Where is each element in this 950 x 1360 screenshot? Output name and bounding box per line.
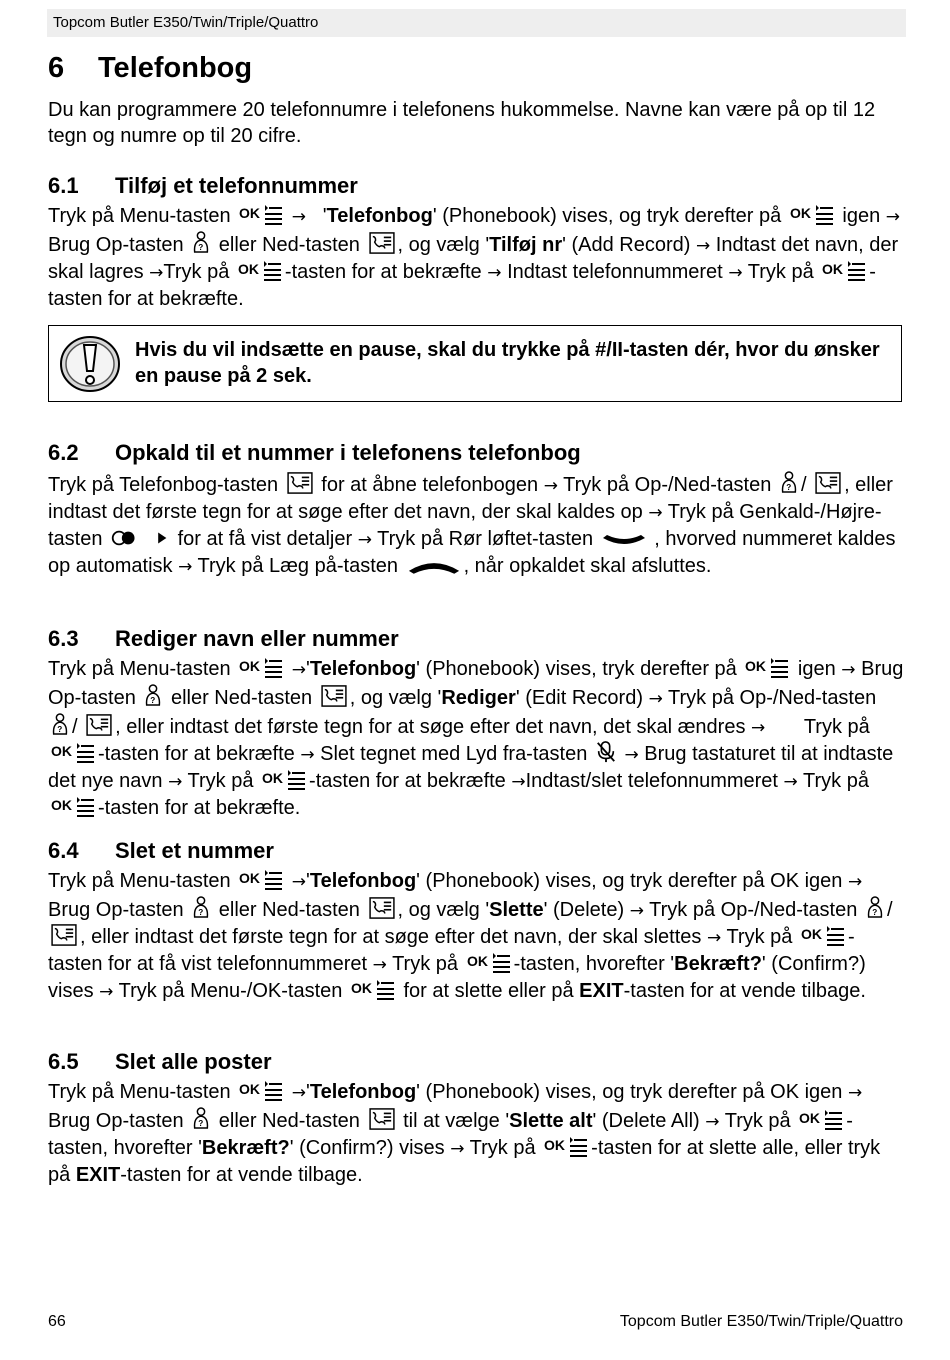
text: ' (Delete): [543, 899, 625, 921]
arrow-icon: →: [624, 745, 639, 765]
section-6-1-text: [48, 203, 904, 312]
bold-term: Telefonbog: [309, 870, 417, 892]
arrow-icon: →: [168, 772, 183, 792]
bold-term: EXIT: [75, 1164, 121, 1186]
text: for at få vist detaljer: [177, 528, 353, 550]
section-6-5-text: [48, 1079, 904, 1188]
arrow-icon: →: [847, 872, 863, 892]
phonebook-key-icon: [320, 685, 348, 707]
text: ' (Confirm?) vises: [289, 1137, 445, 1159]
text: Tryk på Telefonbog-tasten: [48, 474, 279, 496]
phonebook-key-icon: [368, 1108, 396, 1130]
bold-term: Slette: [489, 899, 544, 921]
arrow-icon: →: [728, 263, 743, 283]
running-header: Topcom Butler E350/Twin/Triple/Quattro: [47, 9, 906, 37]
text: igen: [842, 205, 881, 227]
text: ' (Edit Record): [515, 687, 643, 709]
text: /: [800, 474, 807, 496]
arrow-icon: →: [751, 718, 766, 738]
arrow-icon: →: [450, 1139, 465, 1159]
text: -tasten for at bekræfte: [309, 770, 506, 792]
text: /: [886, 899, 893, 921]
section-6-4-title: [48, 837, 904, 865]
text: -tasten for at vende tilbage.: [120, 1164, 363, 1186]
text: Slet tegnet med Lyd fra-tasten: [320, 743, 588, 765]
phonebook-key-icon: [368, 897, 396, 919]
arrow-icon: →: [705, 1112, 720, 1132]
text: for at åbne telefonbogen: [321, 474, 539, 496]
up-key-person-icon: [50, 712, 70, 736]
phonebook-key-icon: [50, 924, 78, 946]
arrow-icon: →: [511, 772, 526, 792]
bold-term: Telefonbog: [309, 658, 417, 680]
text: ' (Phonebook) vises, tryk derefter på: [416, 658, 737, 680]
section-heading: Slet alle poster: [115, 1049, 272, 1074]
text: Brug Op-tasten: [48, 899, 184, 921]
arrow-icon: →: [291, 660, 307, 680]
text: ' (Phonebook) vises, og tryk derefter på OK igen: [416, 1081, 843, 1103]
text: Brug Op-tasten: [48, 234, 184, 256]
section-heading: Opkald til et nummer i telefonens telefonbog: [115, 440, 581, 465]
text: ': [306, 1081, 310, 1103]
text: Tryk på Menu-tasten: [48, 205, 231, 227]
section-6-2-title: [48, 439, 904, 467]
text: Tryk på Genkald-/Højre-tasten: [48, 501, 882, 550]
ok-menu-key-icon: [800, 924, 846, 946]
section-number: 6.5: [48, 1049, 79, 1074]
arrow-icon: →: [291, 1083, 307, 1103]
section-number: 6.1: [48, 173, 79, 198]
text: Brug Op-tasten: [48, 1110, 184, 1132]
text: Tryk på: [803, 770, 869, 792]
text: , når opkaldet skal afsluttes.: [463, 555, 712, 577]
bold-term: Bekræft?: [201, 1137, 290, 1159]
text: , og vælg ': [349, 687, 442, 709]
text: ' (Confirm?) vises: [48, 953, 866, 1002]
arrow-icon: →: [99, 982, 114, 1002]
text: Tryk på Op-/Ned-tasten: [649, 899, 858, 921]
phonebook-key-icon: [814, 472, 842, 494]
text: eller Ned-tasten: [218, 234, 360, 256]
text: -tasten for at bekræfte: [98, 743, 295, 765]
recall-right-key-icon: [110, 528, 170, 548]
up-key-person-icon: [191, 895, 211, 919]
ok-menu-key-icon: [744, 656, 790, 678]
arrow-icon: →: [847, 1083, 863, 1103]
text: ': [306, 658, 310, 680]
phonebook-key-icon: [85, 714, 113, 736]
ok-menu-key-icon: [466, 951, 512, 973]
section-heading: Rediger navn eller nummer: [115, 626, 399, 651]
text: -tasten, hvorefter ': [513, 953, 675, 975]
arrow-icon: →: [841, 660, 856, 680]
text: Tryk på Menu-/OK-tasten: [118, 980, 343, 1002]
text: , og vælg ': [397, 899, 490, 921]
ok-menu-key-icon: [238, 203, 284, 225]
text: Tryk på: [163, 261, 230, 283]
bold-term: Bekræft?: [674, 953, 762, 975]
ok-menu-key-icon: [261, 768, 307, 790]
text: Tryk på Menu-tasten: [48, 658, 231, 680]
text: Tryk på: [803, 716, 870, 738]
section-6-2: [48, 439, 904, 580]
arrow-icon: →: [300, 745, 315, 765]
arrow-icon: →: [783, 772, 798, 792]
arrow-icon: →: [372, 955, 387, 975]
arrow-icon: →: [543, 476, 558, 496]
section-heading: Slet et nummer: [115, 838, 274, 863]
section-number: 6.4: [48, 838, 79, 863]
running-footer: Topcom Butler E350/Twin/Triple/Quattro: [619, 1313, 903, 1330]
text: -tasten for at slette alle, eller tryk på: [48, 1137, 881, 1186]
text: for at slette eller på: [403, 980, 574, 1002]
text: -tasten for at vende tilbage.: [623, 980, 866, 1002]
section-6-3-title: [48, 625, 904, 653]
up-key-person-icon: [865, 895, 885, 919]
mute-key-icon: [595, 741, 617, 763]
arrow-icon: →: [178, 557, 193, 577]
text: -tasten for at bekræfte: [284, 261, 482, 283]
text: , og vælg ': [397, 234, 490, 256]
text: eller Ned-tasten: [170, 687, 313, 709]
text: , eller indtast det første tegn for at søge efter det navn, der skal kaldes op: [48, 474, 893, 523]
chapter-heading: Telefonbog: [98, 52, 253, 84]
text: Indtast det navn, der skal lagres: [48, 234, 899, 283]
text: -tasten for at få vist telefonnummeret: [48, 926, 855, 975]
note-text: Hvis du vil indsætte en pause, skal du trykke på #/II-tasten dér, hvor du ønsker en pause på 2 sek.: [135, 339, 880, 387]
text: Indtast telefonnummeret: [507, 261, 723, 283]
text: Tryk på: [747, 261, 814, 283]
text: Tryk på Op-/Ned-tasten: [563, 474, 772, 496]
section-heading: Tilføj et telefonnummer: [115, 173, 358, 198]
offhook-key-icon: [601, 532, 647, 548]
bold-term: Telefonbog: [326, 205, 433, 227]
ok-menu-key-icon: [238, 1079, 284, 1101]
text: Tryk på Op-/Ned-tasten: [668, 687, 877, 709]
intro-section: [48, 97, 904, 149]
section-6-5: [48, 1048, 904, 1188]
bold-term: Telefonbog: [309, 1081, 417, 1103]
ok-menu-key-icon: [238, 868, 284, 890]
ok-menu-key-icon: [50, 741, 96, 763]
section-number: 6.2: [48, 440, 79, 465]
text: , hvorved nummeret kaldes op automatisk: [48, 528, 896, 577]
text: ': [306, 870, 310, 892]
section-6-4-text: [48, 868, 904, 1005]
text: eller Ned-tasten: [218, 1110, 360, 1132]
ok-menu-key-icon: [798, 1108, 844, 1130]
page-number: 66: [48, 1313, 66, 1330]
phonebook-key-icon: [286, 472, 314, 494]
arrow-icon: →: [487, 263, 502, 283]
text: -tasten, hvorefter ': [48, 1110, 853, 1159]
text: ' (Add Record): [562, 234, 691, 256]
text: Tryk på Læg på-tasten: [197, 555, 398, 577]
arrow-icon: →: [291, 872, 307, 892]
intro-paragraph: Du kan programmere 20 telefonnumre i telefonens hukommelse. Navne kan være på op til 12 tegn og numre op til 20 cifre.: [48, 99, 876, 147]
ok-menu-key-icon: [50, 795, 96, 817]
text: Tryk på Menu-tasten: [48, 870, 231, 892]
text: Tryk på Rør løftet-tasten: [377, 528, 594, 550]
up-key-person-icon: [191, 1106, 211, 1130]
text: Tryk på: [724, 1110, 791, 1132]
arrow-icon: →: [706, 928, 722, 948]
text: Tryk på: [392, 953, 458, 975]
section-6-4: [48, 837, 904, 1005]
text: , eller indtast det første tegn for at søge efter det navn, der skal slettes: [80, 926, 702, 948]
text: ' (Phonebook) vises, og tryk derefter på: [432, 205, 782, 227]
section-6-3-text: [48, 656, 904, 821]
text: Brug tastaturet til at indtaste det nye navn: [48, 743, 894, 792]
text: ': [322, 205, 327, 227]
text: eller Ned-tasten: [218, 899, 360, 921]
ok-menu-key-icon: [237, 259, 283, 281]
note-box: [48, 325, 902, 402]
ok-menu-key-icon: [238, 656, 284, 678]
arrow-icon: →: [648, 689, 663, 709]
text: Brug Op-tasten: [48, 658, 904, 709]
ok-menu-key-icon: [821, 259, 867, 281]
text: Tryk på Menu-tasten: [48, 1081, 231, 1103]
arrow-icon: →: [629, 901, 644, 921]
section-6-2-text: [48, 470, 904, 580]
text: Tryk på: [187, 770, 254, 792]
text: igen: [797, 658, 836, 680]
text: Tryk på: [469, 1137, 536, 1159]
ok-menu-key-icon: [350, 978, 396, 1000]
text: ' (Phonebook) vises, og tryk derefter på OK igen: [416, 870, 843, 892]
text: Tryk på: [726, 926, 793, 948]
up-key-person-icon: [191, 230, 211, 254]
bold-term: Slette alt: [509, 1110, 593, 1132]
bold-term: EXIT: [579, 980, 624, 1002]
section-6-5-title: [48, 1048, 904, 1076]
arrow-icon: →: [695, 236, 711, 256]
section-number: 6.3: [48, 626, 79, 651]
ok-menu-key-icon: [543, 1135, 589, 1157]
bold-term: Rediger: [441, 687, 516, 709]
chapter-number: 6: [48, 52, 65, 84]
onhook-key-icon: [406, 557, 462, 575]
text: /: [72, 716, 78, 738]
text: Indtast/slet telefonnummeret: [525, 770, 778, 792]
arrow-icon: →: [648, 503, 663, 523]
arrow-icon: →: [885, 207, 901, 227]
text: ' (Delete All): [592, 1110, 700, 1132]
chapter-title: [48, 52, 252, 85]
up-key-person-icon: [779, 470, 799, 494]
text: , eller indtast det første tegn for at søge efter det navn, det skal ændres: [115, 716, 746, 738]
warning-note-icon: [59, 335, 121, 393]
phonebook-key-icon: [368, 232, 396, 254]
section-6-3: [48, 625, 904, 821]
arrow-icon: →: [357, 530, 372, 550]
up-key-person-icon: [143, 683, 163, 707]
text: -tasten for at bekræfte.: [48, 261, 876, 310]
bold-term: Tilføj nr: [489, 234, 563, 256]
arrow-icon: →: [149, 263, 164, 283]
text: til at vælge ': [403, 1110, 510, 1132]
arrow-icon: →: [291, 207, 307, 227]
section-6-1-title: [48, 172, 904, 200]
ok-menu-key-icon: [789, 203, 835, 225]
section-6-1: [48, 172, 904, 312]
text: -tasten for at bekræfte.: [98, 797, 301, 819]
